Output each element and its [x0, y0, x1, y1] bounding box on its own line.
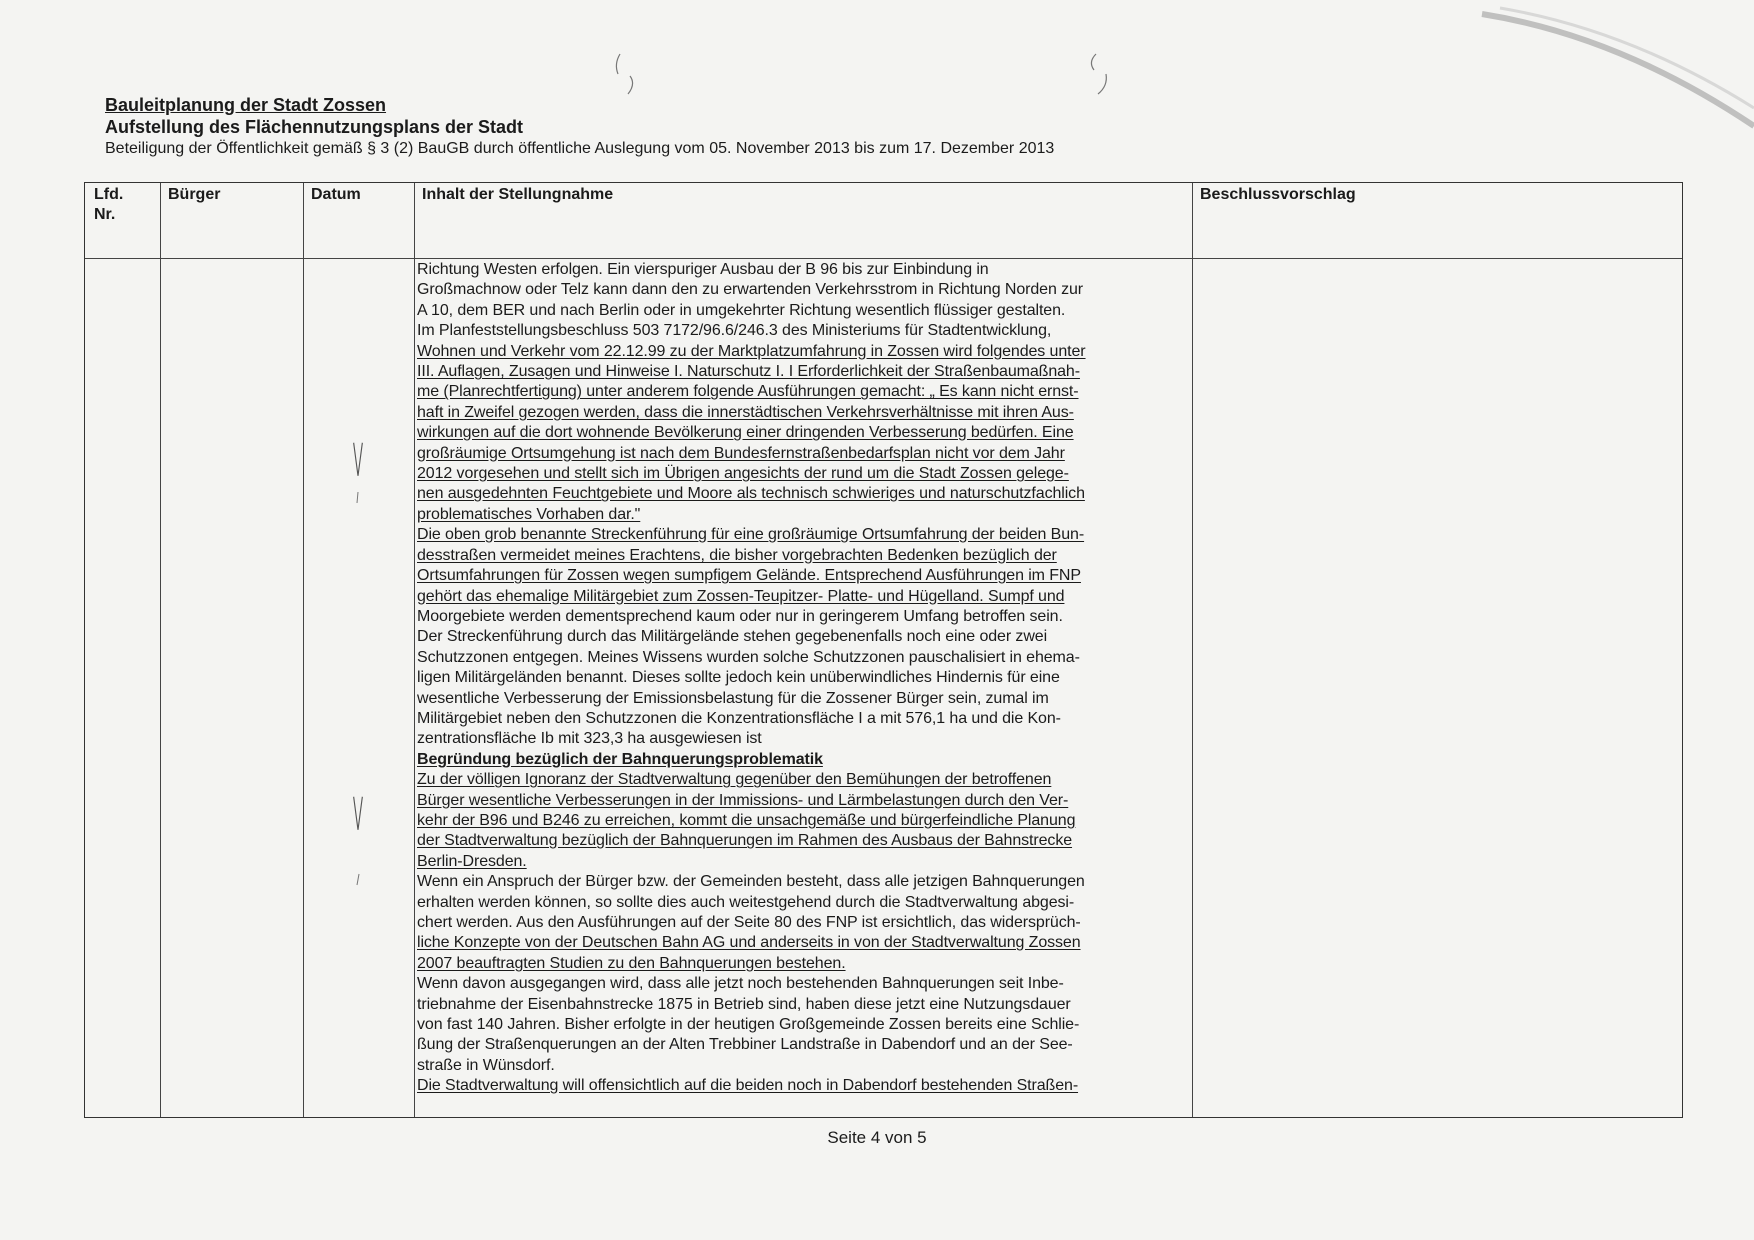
statement-line: 2012 vorgesehen und stellt sich im Übrigen angesichts der rund um die Stadt Zossen gelege-	[417, 465, 1069, 483]
statement-line: Die oben grob benannte Streckenführung für eine großräumige Ortsumfahrung der beiden Bun-	[417, 526, 1085, 544]
statement-line: von fast 140 Jahren. Bisher erfolgte in der heutigen Großgemeinde Zossen bereits eine Schlie-	[417, 1016, 1080, 1034]
handwritten-tick	[354, 873, 362, 887]
statement-line: Richtung Westen erfolgen. Ein vierspuriger Ausbau der B 96 bis zur Einbindung in	[417, 261, 989, 278]
statement-line: Moorgebiete werden dementsprechend kaum oder nur in geringerem Umfang betroffen sein.	[417, 607, 1063, 625]
column-header-lfd: Lfd.	[94, 186, 124, 203]
statement-line: nen ausgedehnten Feuchtgebiete und Moore als technisch schwieriges und naturschutzfachlich	[417, 485, 1085, 503]
statement-line: III. Auflagen, Zusagen und Hinweise I. Naturschutz I. I Erforderlichkeit der Straßenbaumaßnah-	[417, 363, 1080, 381]
statement-line: ßung der Straßenquerungen an der Alten Trebbiner Landstraße in Dabendorf und an der See-	[417, 1036, 1073, 1054]
column-divider	[414, 183, 415, 1117]
statement-line: Ortsumfahrungen für Zossen wegen sumpfigem Gelände. Entsprechend Ausführungen im FNP	[417, 567, 1081, 585]
statement-line: Der Streckenführung durch das Militärgelände stehen gegebenenfalls noch eine oder zwei	[417, 628, 1048, 646]
statement-line: chert werden. Aus den Ausführungen auf der Seite 80 des FNP ist ersichtlich, das widersprüch-	[417, 914, 1081, 931]
statement-line: Im Planfeststellungsbeschluss 503 7172/96.6/246.3 des Ministeriums für Stadtentwicklung,	[417, 322, 1052, 340]
statement-line: straße in Wünsdorf.	[417, 1056, 555, 1074]
statement-line: Schutzzonen entgegen. Meines Wissens wurden solche Schutzzonen pauschalisiert in ehema-	[417, 648, 1080, 666]
scan-mark-top-right	[1086, 50, 1116, 100]
column-divider	[303, 183, 304, 1117]
statement-line: kehr der B96 und B246 zu erreichen, kommt die unsachgemäße und bürgerfeindliche Planung	[417, 811, 1076, 829]
scan-mark-top-left	[612, 50, 642, 100]
statement-line: Berlin-Dresden.	[417, 852, 527, 870]
handwritten-mark	[351, 441, 365, 481]
statement-line: Die Stadtverwaltung will offensichtlich auf die beiden noch in Dabendorf bestehenden Straßen-	[417, 1077, 1079, 1095]
statement-line: 2007 beauftragten Studien zu den Bahnquerungen bestehen.	[417, 954, 846, 972]
column-divider	[1192, 183, 1193, 1117]
statement-line: gehört das ehemalige Militärgebiet zum Zossen-Teupitzer- Platte- und Hügelland. Sumpf und	[417, 587, 1065, 605]
statement-line: wirkungen auf die dort wohnende Bevölkerung einer dringenden Verbesserung bedürfen. Eine	[417, 424, 1074, 442]
statement-line: problematisches Vorhaben dar."	[417, 505, 641, 523]
statement-line: Militärgebiet neben den Schutzzonen die Konzentrationsfläche I a mit 576,1 ha und die Kon-	[417, 709, 1061, 727]
document-subtitle: Aufstellung des Flächennutzungsplans der Stadt	[105, 117, 524, 137]
statement-line: A 10, dem BER und nach Berlin oder in umgekehrter Richtung wesentlich flüssiger gestalten.	[417, 301, 1066, 319]
column-divider	[160, 183, 161, 1117]
statement-line: zentrationsfläche Ib mit 323,3 ha ausgewiesen ist	[417, 730, 762, 748]
column-header-nr: Nr.	[94, 206, 116, 223]
statement-line: großräumige Ortsumgehung ist nach dem Bundesfernstraßenbedarfsplan nicht vor dem Jahr	[417, 444, 1065, 462]
scan-corner-fold	[1470, 0, 1754, 140]
page-number: Seite 4 von 5	[827, 1128, 927, 1147]
column-header-inhalt: Inhalt der Stellungnahme	[422, 186, 614, 203]
statement-line: ligen Militärgeländen benannt. Dieses sollte jedoch kein unüberwindliches Hindernis für eine	[417, 669, 1060, 687]
header-row-divider	[85, 258, 1682, 259]
statement-line: Großmachnow oder Telz kann dann den zu erwartenden Verkehrsstrom in Richtung Norden zur	[417, 281, 1084, 299]
column-header-datum: Datum	[311, 186, 361, 203]
statement-line: Zu der völligen Ignoranz der Stadtverwaltung gegenüber den Bemühungen der betroffenen	[417, 771, 1052, 789]
statement-line: triebnahme der Eisenbahnstrecke 1875 in Betrieb sind, haben diese jetzt eine Nutzungsdauer	[417, 995, 1071, 1013]
column-header-beschlussvorschlag: Beschlussvorschlag	[1200, 186, 1356, 203]
statement-line: Wohnen und Verkehr vom 22.12.99 zu der Marktplatzumfahrung in Zossen wird folgendes unter	[417, 342, 1086, 360]
statement-line: Wenn ein Anspruch der Bürger bzw. der Gemeinden besteht, dass alle jetzigen Bahnquerungen	[417, 873, 1085, 891]
statement-line: me (Planrechtfertigung) unter anderem folgende Ausführungen gemacht: „ Es kann nicht ernst-	[417, 383, 1079, 401]
column-header-lfd-nr	[94, 185, 123, 225]
statement-content	[417, 260, 1181, 1097]
statement-line: Bürger wesentliche Verbesserungen in der Immissions- und Lärmbelastungen durch den Ver-	[417, 791, 1069, 809]
column-header-buerger: Bürger	[168, 186, 221, 203]
section-heading: Begründung bezüglich der Bahnquerungsproblematik	[417, 750, 823, 768]
document-participation-note: Beteiligung der Öffentlichkeit gemäß § 3 (2) BauGB durch öffentliche Auslegung vom 05. November 2013 bis zum 17. Dezember 2013	[105, 140, 1055, 157]
handwritten-mark	[351, 795, 365, 835]
handwritten-tick	[354, 491, 362, 505]
statement-line: Wenn davon ausgegangen wird, dass alle jetzt noch bestehenden Bahnquerungen seit Inbe-	[417, 975, 1064, 993]
statement-line: der Stadtverwaltung bezüglich der Bahnquerungen im Rahmen des Ausbaus der Bahnstrecke	[417, 832, 1073, 850]
statement-line: liche Konzepte von der Deutschen Bahn AG und anderseits in von der Stadtverwaltung Zossen	[417, 934, 1081, 952]
statement-line: erhalten werden können, so sollte dies auch weitestgehend durch die Stadtverwaltung abgesi-	[417, 893, 1075, 911]
document-header	[105, 94, 1054, 160]
statement-line: wesentliche Verbesserung der Emissionsbelastung für die Zossener Bürger sein, zumal im	[417, 689, 1049, 707]
statement-line: desstraßen vermeidet meines Erachtens, die bisher vorgebrachten Bedenken bezüglich der	[417, 546, 1057, 564]
document-title: Bauleitplanung der Stadt Zossen	[105, 95, 387, 115]
statements-table	[84, 182, 1683, 1118]
statement-line: haft in Zweifel gezogen werden, dass die innerstädtischen Verkehrsverhältnisse mit ihren Aus-	[417, 403, 1074, 421]
